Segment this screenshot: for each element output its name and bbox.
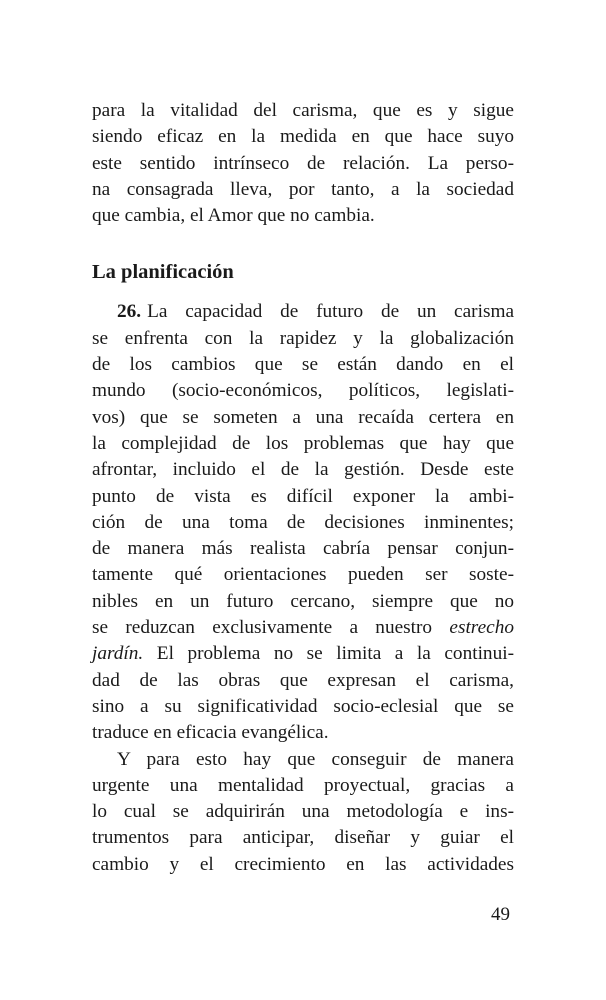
text-line: na consagrada lleva, por tanto, a la sociedad xyxy=(92,178,514,200)
paragraph-number: 26. xyxy=(117,301,142,323)
text-line: tamente qué orientaciones pueden ser soste- xyxy=(92,564,514,586)
text-line: urgente una mentalidad proyectual, gracias a xyxy=(92,774,514,796)
text-fragment: La capacidad de futuro de un carisma xyxy=(147,301,514,323)
text-line: de manera más realista cabría pensar conjun- xyxy=(92,538,514,560)
text-fragment: El problema no se limita a la continui- xyxy=(156,643,514,665)
text-line: la complejidad de los problemas que hay que xyxy=(92,432,514,454)
text-line: ción de una toma de decisiones inminentes; xyxy=(92,511,514,533)
text-line: nibles en un futuro cercano, siempre que no xyxy=(92,590,514,612)
page-body xyxy=(92,98,514,878)
paragraph-continued-2 xyxy=(92,747,514,878)
text-line: sino a su significatividad socio-eclesial que se xyxy=(92,695,514,717)
paragraph-26 xyxy=(92,299,514,746)
text-line: dad de las obras que expresan el carisma, xyxy=(92,669,514,691)
text-line: de los cambios que se están dando en el xyxy=(92,354,514,376)
text-line: vos) que se someten a una recaída certera en xyxy=(92,406,514,428)
text-line: traduce en eficacia evangélica. xyxy=(92,722,329,744)
text-line: siendo eficaz en la medida en que hace suyo xyxy=(92,126,514,148)
text-line xyxy=(92,299,514,325)
text-line xyxy=(92,641,514,667)
text-line: punto de vista es difícil exponer la ambi- xyxy=(92,485,514,507)
text-line: cambio y el crecimiento en las actividades xyxy=(92,853,514,875)
section-heading: La planificación xyxy=(92,261,234,284)
text-line: afrontar, incluido el de la gestión. Desde este xyxy=(92,459,514,481)
text-line: trumentos para anticipar, diseñar y guiar el xyxy=(92,827,514,849)
page-number: 49 xyxy=(491,904,510,925)
text-line: lo cual se adquirirán una metodología e ins- xyxy=(92,801,514,823)
text-line xyxy=(92,615,514,641)
text-line: este sentido intrínseco de relación. La perso- xyxy=(92,152,514,174)
italic-text: estrecho xyxy=(449,617,514,639)
italic-text: jardín. xyxy=(92,643,144,665)
text-line: Y para esto hay que conseguir de manera xyxy=(117,748,514,770)
text-line: se enfrenta con la rapidez y la globalización xyxy=(92,327,514,349)
paragraph-continued xyxy=(92,98,514,229)
text-line: para la vitalidad del carisma, que es y sigue xyxy=(92,100,514,121)
text-line: mundo (socio-económicos, políticos, legislati- xyxy=(92,380,514,402)
text-line: que cambia, el Amor que no cambia. xyxy=(92,205,375,227)
text-fragment: se reduzcan exclusivamente a nuestro xyxy=(92,617,433,639)
